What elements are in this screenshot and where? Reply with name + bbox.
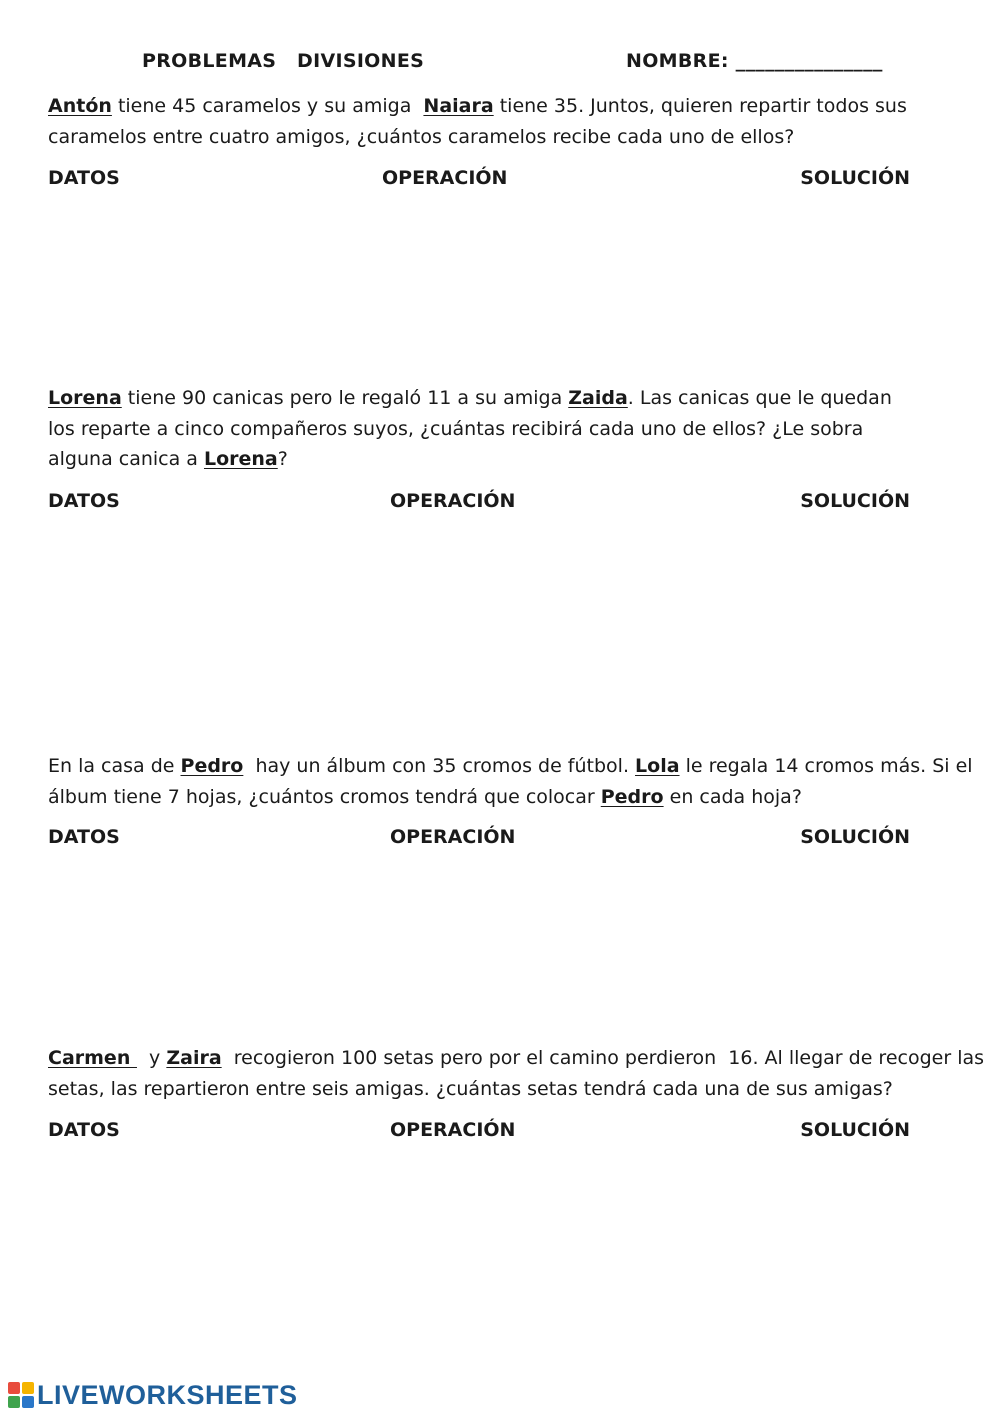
- problem-line: [48, 751, 973, 782]
- character-name: Antón: [48, 95, 112, 117]
- problem-text-segment: hay un álbum con 35 cromos de fútbol.: [243, 755, 636, 777]
- problem-text-segment: alguna canica a: [48, 448, 204, 470]
- operacion-label: OPERACIÓN: [390, 490, 516, 512]
- problem-text: [48, 751, 973, 812]
- datos-label: DATOS: [48, 1119, 120, 1141]
- operacion-label: OPERACIÓN: [382, 167, 508, 189]
- problem-line: [48, 444, 948, 475]
- problem-text-segment: caramelos entre cuatro amigos, ¿cuántos caramelos recibe cada uno de ellos?: [48, 125, 795, 148]
- liveworksheets-footer: [8, 1380, 298, 1410]
- character-name: Lorena: [203, 448, 278, 470]
- character-name: Zaida: [568, 387, 628, 409]
- answer-labels-2: [48, 490, 910, 518]
- solucion-label: SOLUCIÓN: [800, 490, 910, 512]
- problem-line: [48, 383, 948, 414]
- problem-text-segment: En la casa de: [48, 755, 181, 777]
- problem-text-segment: y: [136, 1047, 167, 1069]
- problem-text-segment: tiene 35. Juntos, quieren repartir todos sus: [493, 95, 907, 117]
- character-name: Lorena: [48, 387, 122, 409]
- character-name: Pedro: [180, 755, 244, 777]
- problem-1: [48, 91, 948, 152]
- datos-label: DATOS: [48, 167, 120, 189]
- answer-labels-4: [48, 1119, 910, 1147]
- problem-text-segment: recogieron 100 setas pero por el camino perdieron 16. Al llegar de recoger las: [221, 1047, 985, 1069]
- problem-text-segment: tiene 90 canicas pero le regaló 11 a su amiga: [121, 387, 569, 409]
- problem-line: [48, 91, 948, 122]
- character-name: Zaira: [166, 1047, 222, 1069]
- problem-text-segment: los reparte a cinco compañeros suyos, ¿cuántas recibirá cada uno de ellos? ¿Le sobra: [48, 417, 864, 440]
- name-field-label: NOMBRE: _______________: [626, 50, 883, 72]
- answer-labels-1: [48, 167, 910, 195]
- solucion-label: SOLUCIÓN: [800, 1119, 910, 1141]
- character-name: Naiara: [423, 95, 494, 117]
- datos-label: DATOS: [48, 490, 120, 512]
- problem-text: [48, 1043, 985, 1104]
- problem-text-segment: en cada hoja?: [663, 785, 802, 808]
- problem-line: [48, 1074, 948, 1105]
- problem-4: [48, 1043, 985, 1104]
- worksheet-header: [0, 50, 1000, 78]
- worksheet-title: PROBLEMAS DIVISIONES: [142, 50, 425, 72]
- problem-line: [48, 122, 948, 153]
- liveworksheets-brand: LIVEWORKSHEETS: [37, 1379, 298, 1410]
- character-name: Carmen: [48, 1047, 137, 1069]
- problem-line: [48, 1043, 985, 1074]
- character-name: Pedro: [600, 785, 664, 808]
- problem-3: [48, 751, 973, 812]
- problem-2: [48, 383, 948, 475]
- answer-labels-3: [48, 826, 910, 854]
- problem-line: [48, 782, 948, 813]
- problem-text: [48, 383, 948, 475]
- problem-text: [48, 91, 948, 152]
- problem-text-segment: . Las canicas que le quedan: [627, 387, 892, 409]
- operacion-label: OPERACIÓN: [390, 1119, 516, 1141]
- problem-text-segment: setas, las repartieron entre seis amigas. ¿cuántas setas tendrá cada una de sus amigas?: [48, 1077, 893, 1100]
- character-name: Lola: [635, 755, 680, 777]
- problem-line: [48, 414, 948, 445]
- solucion-label: SOLUCIÓN: [800, 826, 910, 848]
- operacion-label: OPERACIÓN: [390, 826, 516, 848]
- liveworksheets-logo-icon: [8, 1382, 34, 1408]
- solucion-label: SOLUCIÓN: [800, 167, 910, 189]
- problem-text-segment: tiene 45 caramelos y su amiga: [111, 95, 424, 117]
- problem-text-segment: álbum tiene 7 hojas, ¿cuántos cromos tendrá que colocar: [48, 785, 601, 808]
- datos-label: DATOS: [48, 826, 120, 848]
- problem-text-segment: ?: [277, 448, 288, 470]
- problem-text-segment: le regala 14 cromos más. Si el: [679, 755, 973, 777]
